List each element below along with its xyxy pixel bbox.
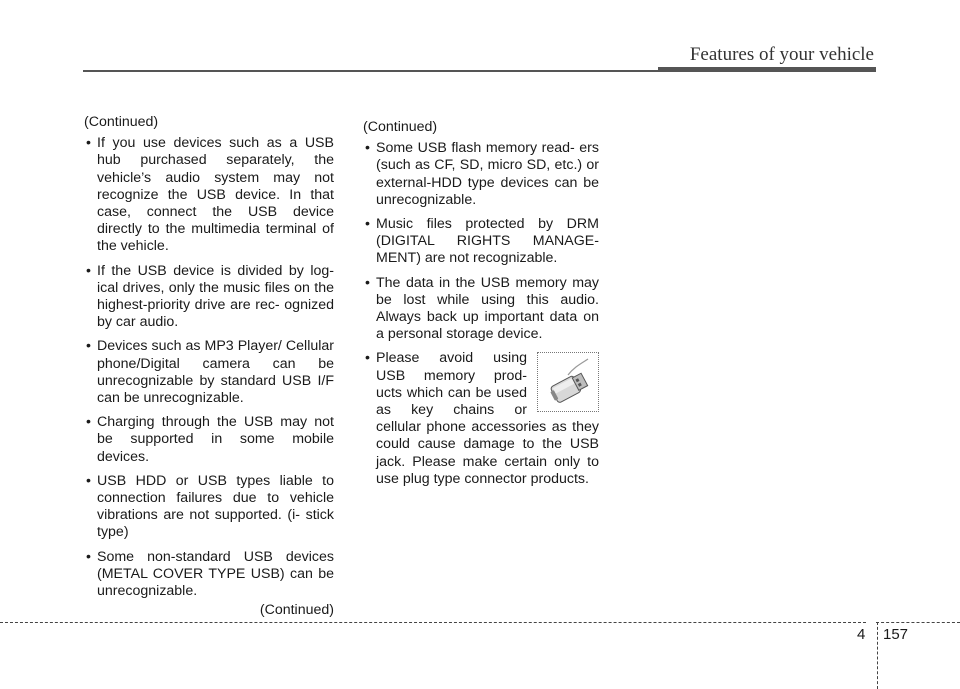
bullet-item: • Devices such as MP3 Player/ Cellular phone/Digital camera can be unrecognizable by standard USB I/F can be unrecognizable. <box>84 338 334 407</box>
continued-label-top: (Continued) <box>363 119 438 135</box>
right-bullet-list <box>363 140 599 488</box>
header-title: Features of your vehicle <box>689 44 874 65</box>
footer-rule-right <box>876 622 960 623</box>
bullet-item: • The data in the USB memory may be lost while using this audio. Always back up important data on a personal storage device. <box>363 275 599 344</box>
bullet-item: • Music files protected by DRM (DIGITAL RIGHTS MANAGE- MENT) are not recognizable. <box>363 216 599 268</box>
bullet-item: • USB HDD or USB types liable to connection failures due to vehicle vibrations are not supported. (i- stick type) <box>84 473 334 542</box>
bullet-item: • Some non-standard USB devices (METAL COVER TYPE USB) can be unrecognizable. <box>84 549 334 601</box>
footer-rule <box>0 622 866 623</box>
left-column <box>84 114 334 619</box>
page-number: 157 <box>883 626 909 643</box>
bullet-item-text: Please avoid using USB memory prod- ucts which can be used as key chains or cellular phone accessories as they could cause damage to the USB jack. Please make certain only to use plug type connector products. <box>376 350 599 487</box>
chapter-number: 4 <box>857 626 866 643</box>
bullet-item: • Some USB flash memory read- ers (such as CF, SD, micro SD, etc.) or external-HDD type devices can be unrecognizable. <box>363 140 599 209</box>
continued-label-bottom: (Continued) <box>259 602 334 619</box>
bullet-item: • If the USB device is divided by log- ical drives, only the music files on the highest-priority drive are rec- ognized by car audio. <box>84 263 334 332</box>
right-column <box>363 119 599 495</box>
bullet-item: • If you use devices such as a USB hub purchased separately, the vehicle’s audio system may not recognize the USB device. In that case, connect the USB device directly to the multimedia terminal of the vehicle. <box>84 135 334 255</box>
footer-divider <box>877 622 878 689</box>
left-bullet-list <box>84 135 334 600</box>
header-rule-accent <box>658 67 876 72</box>
continued-label-top: (Continued) <box>84 114 159 130</box>
usb-flash-drive-icon <box>537 352 599 412</box>
bullet-item: • Charging through the USB may not be supported in some mobile devices. <box>84 414 334 466</box>
bullet-item-with-figure <box>363 350 599 488</box>
